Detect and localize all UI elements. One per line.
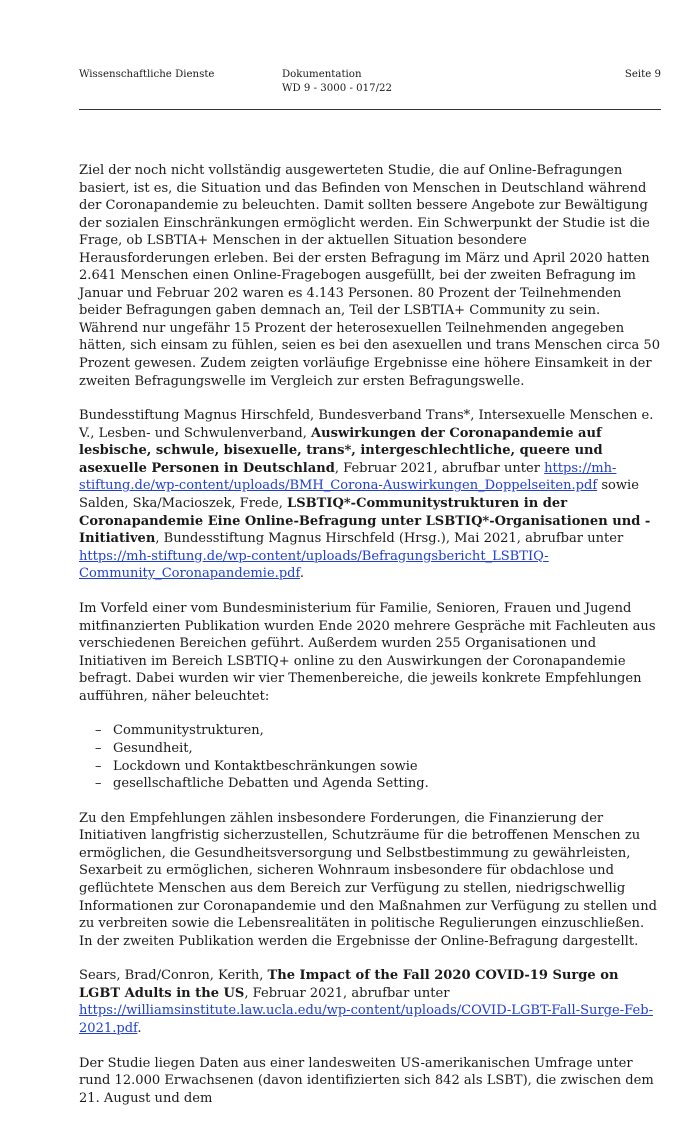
dash-marker: – — [95, 740, 102, 756]
link-williams-covid-pdf[interactable]: https://williamsinstitute.law.ucla.edu/wp-content/uploads/COVID-LGBT-Fall-Surge-Feb-2021.pdf — [79, 1003, 653, 1036]
list-item: – Gesundheit, — [95, 740, 193, 756]
ref-text: . — [299, 566, 305, 582]
header-doc-number: WD 9 - 3000 - 017/22 — [282, 83, 392, 94]
ref-text: , Februar 2021, abrufbar unter — [244, 985, 450, 1001]
ref-title-bold: LSBTIQ*-Communitystrukturen in der Coronapandemie Eine Online-Befragung unter LSBTIQ*-Organisationen und -Initiativen — [79, 496, 651, 547]
ref-text: . — [137, 1021, 142, 1036]
dash-marker: – — [95, 776, 102, 792]
paragraph-study-aim: Ziel der noch nicht vollständig ausgewerteten Studie, die auf Online-Befragungen basiert, ist es, die Situation und das Befinden von Menschen in Deutschland während der Coronapandemie zu beleuchten. Damit sollten bessere Angebote zur Bewältigung der sozialen Einschränkungen ermöglicht werden. Ein Schwerpunkt der Studie ist die Frage, ob LSBTIA+ Menschen in der aktuellen Situation besondere Herausforderungen erleben. Bei der ersten Befragung im März und April 2020 hatten 2.641 Menschen einen Online-Fragebogen ausgefüllt, bei der zweiten Befragung im Januar und Februar 202 waren es 4.143 Personen. 80 Prozent der Teilnehmenden beider Befragungen gaben demnach an, Teil der LSBTIA+ Community zu sein. Während nur ungefähr 15 Prozent der heterosexuellen Teilnehmenden angegeben hätten, sich einsam zu fühlen, seien es bei den asexuellen und trans Menschen circa 50 Prozent gewesen. Zudem zeigten vorläufige Ergebnisse eine höhere Einsamkeit in der zweiten Befragungswelle im Vergleich zur ersten Befragungswelle. — [79, 163, 661, 389]
ref-text: , Bundesstiftung Magnus Hirschfeld (Hrsg.), Mai 2021, abrufbar unter — [155, 531, 624, 547]
ref-text: Sears, Brad/Conron, Kerith, — [79, 968, 268, 984]
paragraph-publication: Im Vorfeld einer vom Bundesministerium für Familie, Senioren, Frauen und Jugend mitfinanzierten Publikation wurden Ende 2020 mehrere Gespräche mit Fachleuten aus verschiedenen Bereichen geführt. Außerdem wurden 255 Organisationen und Initiativen im Bereich LSBTIQ+ online zu den Auswirkungen der Coronapandemie befragt. Dabei wurden wir vier Themenbereiche, die jeweils konkrete Empfehlungen aufführen, näher beleuchtet: — [79, 600, 656, 704]
list-item: – gesellschaftliche Debatten und Agenda Setting. — [95, 776, 429, 792]
page-number: Seite 9 — [624, 69, 661, 80]
ref-title-bold: The Impact of the Fall 2020 COVID-19 Surge on LGBT Adults in the US — [79, 968, 619, 1001]
dash-marker: – — [95, 758, 102, 774]
list-item: – Communitystrukturen, — [95, 723, 264, 739]
ref-text: Bundesstiftung Magnus Hirschfeld, Bundesverband Trans*, Intersexuelle Menschen e. V., Lesben- und Schwulenverband, — [79, 408, 654, 441]
header-doc-type: Dokumentation — [282, 69, 362, 80]
ref-text: , Februar 2021, abrufbar unter — [334, 460, 545, 476]
header-org: Wissenschaftliche Dienste — [79, 69, 215, 80]
header-doc-info — [282, 68, 392, 96]
page-header — [79, 68, 661, 108]
header-divider — [79, 109, 661, 110]
topic-list — [79, 722, 661, 792]
ref-text: sowie Salden, Ska/Macioszek, Frede, — [79, 478, 639, 512]
document-body — [79, 162, 661, 1125]
paragraph-recommendations: Zu den Empfehlungen zählen insbesondere Forderungen, die Finanzierung der Initiativen langfristig sicherzustellen, Schutzräume für die betroffenen Menschen zu ermöglichen, die Gesundheitsversorgung und Selbstbestimmung zu gewährleisten, Sexarbeit zu ermöglichen, sicheren Wohnraum insbesondere für obdachlose und geflüchtete Menschen aus dem Bereich zur Verfügung zu stellen, niedrigschwellig Informationen zur Coronapandemie und den Maßnahmen zur Verfügung zu stellen und zu verbreiten sowie die Lebensrealitäten in politische Regulierungen einzuschließen. In der zweiten Publikation werden die Ergebnisse der Online-Befragung dargestellt. — [79, 810, 657, 949]
paragraph-us-survey: Der Studie liegen Daten aus einer landesweiten US-amerikanischen Umfrage unter rund 12.000 Erwachsenen (davon identifizierten sich 842 als LSBT), die zwischen dem 21. August und dem — [79, 1055, 654, 1106]
link-bmh-corona-pdf[interactable]: https://mh-stiftung.de/wp-content/uploads/BMH_Corona-Auswirkungen_Doppelseiten.pdf — [79, 460, 617, 494]
reference-mh-stiftung — [79, 407, 661, 582]
reference-williams-institute — [79, 967, 661, 1037]
link-befragungsbericht-pdf[interactable]: https://mh-stiftung.de/wp-content/uploads/Befragungsbericht_LSBTIQ-Community_Coronapandemie.pdf — [79, 548, 549, 582]
dash-marker: – — [95, 723, 102, 739]
list-item: – Lockdown und Kontaktbeschränkungen sowie — [95, 758, 418, 774]
ref-title-bold: Auswirkungen der Coronapandemie auf lesbische, schwule, bisexuelle, trans*, intergeschlechtliche, queere und asexuelle Personen in Deutschland — [79, 425, 603, 476]
